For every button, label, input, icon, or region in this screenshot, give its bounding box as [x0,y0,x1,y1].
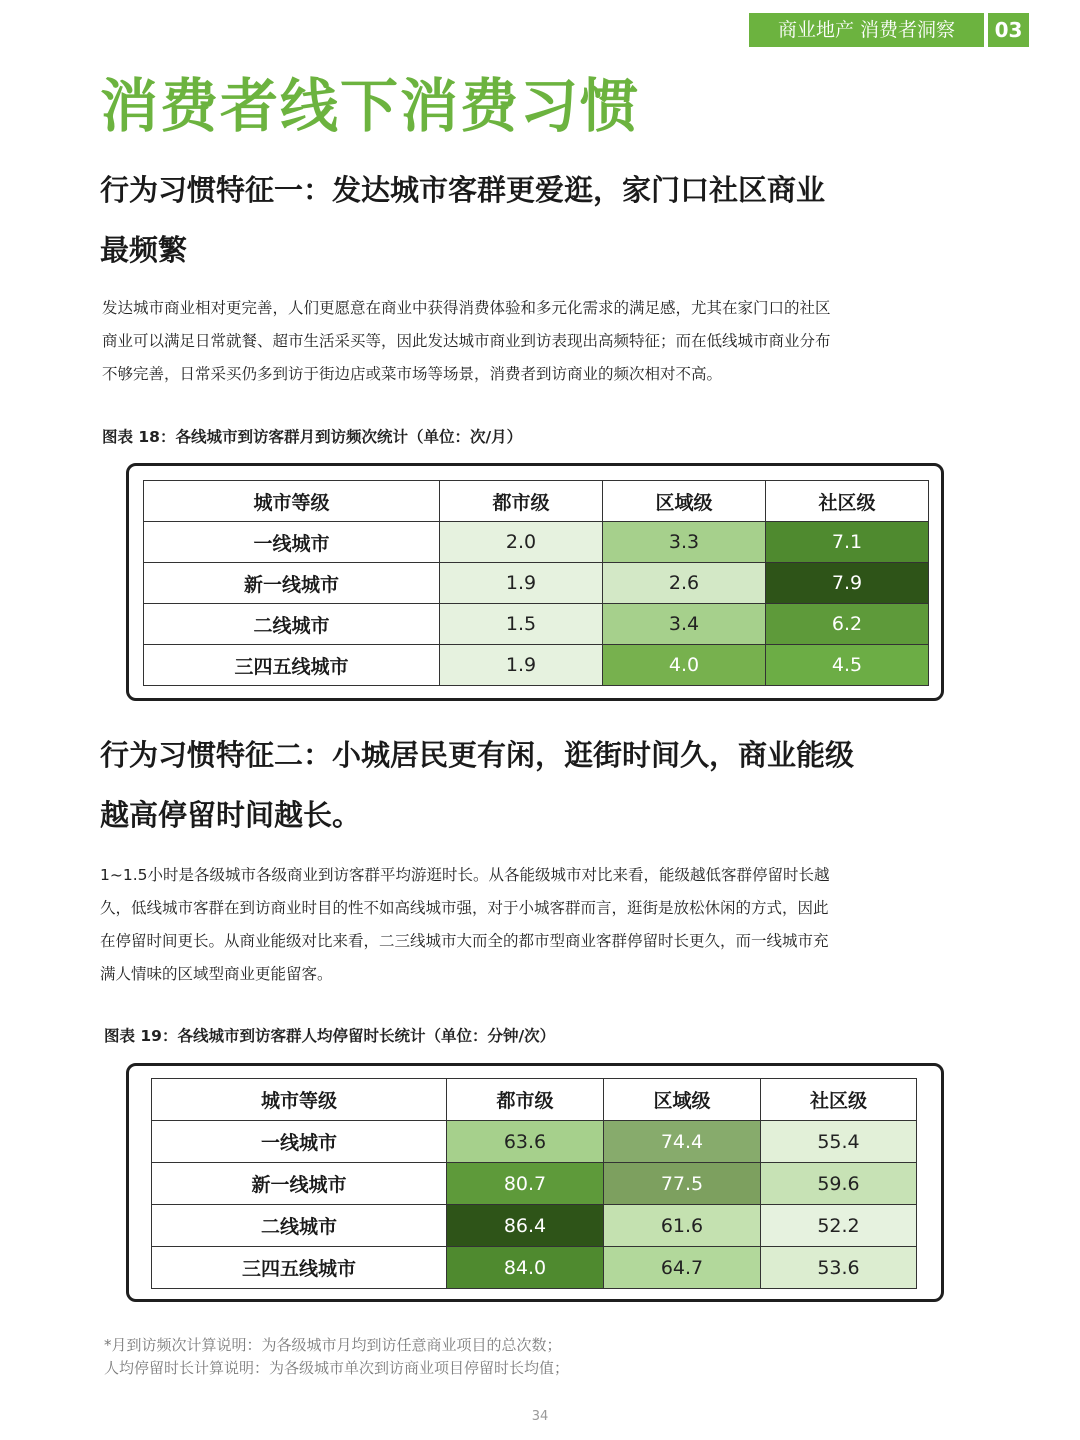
row-city: 三四五线城市 [144,645,440,686]
value-cell: 3.3 [603,522,766,563]
row-city: 新一线城市 [144,563,440,604]
value-cell: 80.7 [447,1163,604,1205]
value-cell: 59.6 [761,1163,917,1205]
table-row [152,1247,917,1289]
section-tag: 商业地产 消费者洞察 [749,13,984,47]
row-city: 新一线城市 [152,1163,447,1205]
page-title: 消费者线下消费习惯 [100,72,641,140]
value-cell: 64.7 [604,1247,761,1289]
table-row [144,645,929,686]
footnote-line1: *月到访频次计算说明：为各级城市月均到访任意商业项目的总次数； [104,1336,562,1354]
value-cell: 2.0 [440,522,603,563]
table19 [151,1078,917,1289]
value-cell: 1.9 [440,645,603,686]
value-cell: 61.6 [604,1205,761,1247]
table-row [152,1163,917,1205]
header-regional: 区域级 [603,481,766,522]
row-city: 三四五线城市 [152,1247,447,1289]
table-row [152,1205,917,1247]
table-row [152,1121,917,1163]
value-cell: 77.5 [604,1163,761,1205]
value-cell: 74.4 [604,1121,761,1163]
feature1-para-line1: 发达城市商业相对更完善，人们更愿意在商业中获得消费体验和多元化需求的满足感，尤其在家门口的社区 [102,299,831,317]
table18 [143,480,929,686]
feature2-para-line4: 满人情味的区域型商业更能留客。 [100,965,333,983]
table-row [144,563,929,604]
header-community: 社区级 [761,1079,917,1121]
value-cell: 1.9 [440,563,603,604]
header-metro: 都市级 [440,481,603,522]
value-cell: 52.2 [761,1205,917,1247]
feature2-heading-line2: 越高停留时间越长。 [100,798,362,832]
table-header-row [152,1079,917,1121]
feature1-para-line3: 不够完善，日常采买仍多到访于街边店或菜市场等场景，消费者到访商业的频次相对不高。 [102,365,723,383]
header-city-level: 城市等级 [144,481,440,522]
value-cell: 55.4 [761,1121,917,1163]
feature1-heading-line1: 行为习惯特征一：发达城市客群更爱逛，家门口社区商业 [100,173,826,207]
value-cell: 4.5 [766,645,929,686]
feature2-heading-line1: 行为习惯特征二：小城居民更有闲，逛街时间久，商业能级 [100,738,855,772]
value-cell: 63.6 [447,1121,604,1163]
feature2-para-line2: 久，低线城市客群在到访商业时目的性不如高线城市强，对于小城客群而言，逛街是放松休闲的方式，因此 [100,899,829,917]
header-metro: 都市级 [447,1079,604,1121]
value-cell: 3.4 [603,604,766,645]
value-cell: 53.6 [761,1247,917,1289]
feature1-heading-line2: 最频繁 [100,233,188,267]
table-row [144,522,929,563]
value-cell: 7.9 [766,563,929,604]
table18-caption: 图表 18：各线城市到访客群月到访频次统计（单位：次/月） [102,428,523,446]
row-city: 二线城市 [152,1205,447,1247]
feature1-para-line2: 商业可以满足日常就餐、超市生活采买等，因此发达城市商业到访表现出高频特征；而在低线城市商业分布 [102,332,831,350]
header-city-level: 城市等级 [152,1079,447,1121]
value-cell: 2.6 [603,563,766,604]
table-row [144,604,929,645]
page-number: 34 [531,1409,549,1424]
value-cell: 84.0 [447,1247,604,1289]
value-cell: 86.4 [447,1205,604,1247]
table19-caption: 图表 19：各线城市到访客群人均停留时长统计（单位：分钟/次） [104,1027,556,1045]
chapter-number: 03 [988,13,1029,47]
header-community: 社区级 [766,481,929,522]
feature2-para-line3: 在停留时间更长。从商业能级对比来看，二三线城市大而全的都市型商业客群停留时长更久，而一线城市充 [100,932,829,950]
value-cell: 1.5 [440,604,603,645]
feature2-para-line1: 1~1.5小时是各级城市各级商业到访客群平均游逛时长。从各能级城市对比来看，能级越低客群停留时长越 [100,866,830,884]
table-header-row [144,481,929,522]
header-regional: 区域级 [604,1079,761,1121]
row-city: 一线城市 [152,1121,447,1163]
footnote-line2: 人均停留时长计算说明：为各级城市单次到访商业项目停留时长均值； [104,1359,570,1377]
row-city: 二线城市 [144,604,440,645]
row-city: 一线城市 [144,522,440,563]
value-cell: 7.1 [766,522,929,563]
value-cell: 4.0 [603,645,766,686]
value-cell: 6.2 [766,604,929,645]
